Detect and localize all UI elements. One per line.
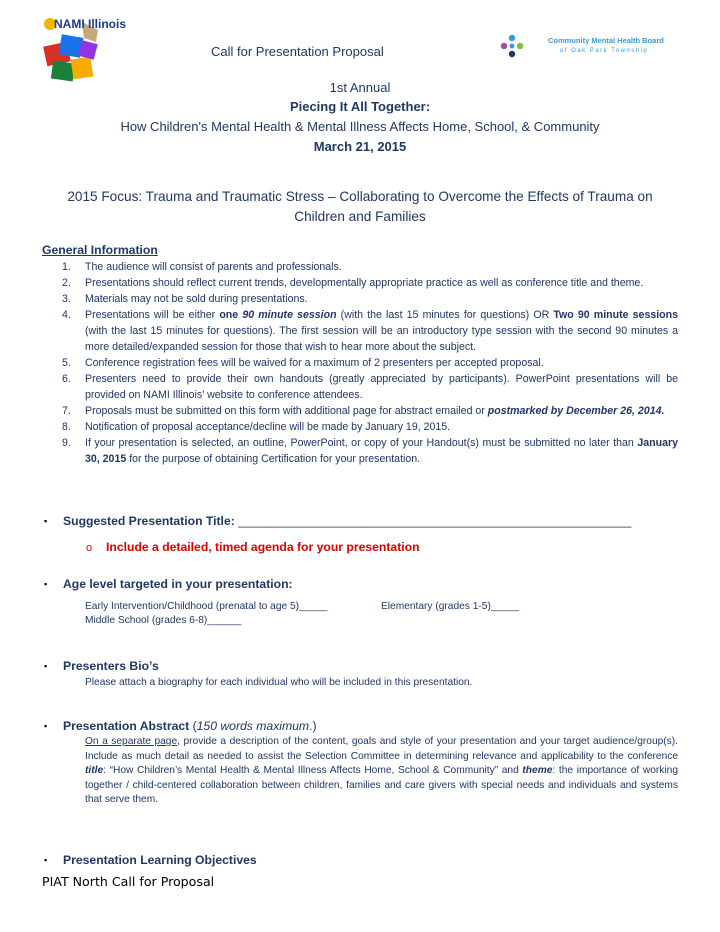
annual: 1st Annual — [329, 80, 391, 95]
list-emphasis: January 30, 2015 — [85, 437, 678, 465]
list-number: 8. — [62, 421, 71, 433]
age-early-option[interactable]: Early Intervention/Childhood (prenatal to age 5)_____ — [85, 601, 328, 612]
bullet-icon: ▪ — [44, 516, 48, 526]
list-text: for the purpose of obtaining Certification for your presentation. — [126, 453, 421, 465]
list-item — [62, 371, 678, 403]
sub-bullet-icon: o — [86, 542, 93, 554]
list-emphasis: postmarked by December 26, 2014. — [487, 405, 665, 417]
cmhb-township: of Oak Park Township — [560, 48, 649, 54]
list-number: 9. — [62, 437, 71, 449]
objectives-heading: Presentation Learning Objectives — [63, 853, 257, 867]
abstract-p1: , provide a description of the content, goals and style of your presentation and your target audience/group(s). Include as much detail as needed to assist the Selection Committee in determining relevance and applicability to the conference — [85, 736, 678, 762]
abstract-title-word: title — [85, 765, 104, 776]
list-text: Materials may not be sold during presentations. — [85, 293, 308, 305]
list-number: 7. — [62, 405, 71, 417]
general-heading: General Information — [42, 243, 158, 257]
event-date: March 21, 2015 — [313, 139, 407, 154]
list-text: Proposals must be submitted on this form with additional page for abstract emailed or — [85, 405, 488, 417]
list-text: Presentations will be either — [85, 309, 220, 321]
cmhb-logo — [498, 32, 668, 62]
list-item — [62, 291, 678, 307]
event-subtitle: How Children's Mental Health & Mental Illness Affects Home, School, & Community — [120, 119, 600, 134]
list-number: 3. — [62, 293, 71, 305]
list-text: (with the last 15 minutes for questions) OR — [336, 309, 554, 321]
list-emphasis: Two 90 minute sessions — [553, 309, 679, 321]
abstract-text — [85, 735, 678, 808]
list-item — [62, 259, 678, 275]
list-item — [62, 307, 678, 355]
cmhb-name: Community Mental Health Board — [548, 36, 664, 45]
title-blank[interactable]: __________________________________________________________ — [238, 514, 632, 528]
list-number: 1. — [62, 261, 71, 273]
list-item — [62, 419, 678, 435]
list-emphasis: one — [219, 309, 243, 321]
bio-text: Please attach a biography for each individual who will be included in this presentation. — [85, 677, 473, 688]
footer-text: PIAT North Call for Proposal — [42, 874, 215, 889]
list-text: Presentations should reflect current trends, developmentally appropriate practice as well as conference title and theme. — [85, 277, 644, 289]
call-title: Call for Presentation Proposal — [211, 44, 384, 59]
list-item — [62, 355, 678, 371]
abstract-separate-page: On a separate page — [85, 736, 178, 747]
bullet-icon: ▪ — [44, 579, 48, 589]
bullet-icon: ▪ — [44, 661, 48, 671]
age-elementary-option[interactable]: Elementary (grades 1-5)_____ — [381, 601, 520, 612]
list-text: Notification of proposal acceptance/decline will be made by January 19, 2015. — [85, 421, 451, 433]
abstract-p2: : “How Children’s Mental Health & Mental Illness Affects Home, School & Community” and — [103, 765, 523, 776]
list-number: 2. — [62, 277, 71, 289]
list-text: (with the last 15 minutes for questions). The first session will be an introductory type session with the second 90 minutes a more detailed/expanded session for those that wish to hear more about the subject. — [85, 325, 678, 353]
nami-logo-text: NAMI Illinois — [54, 17, 126, 31]
list-item — [62, 403, 678, 419]
abstract-paren: .) — [309, 719, 317, 733]
abstract-heading-label: Presentation Abstract — [63, 719, 190, 733]
abstract-heading — [63, 719, 317, 733]
list-number: 5. — [62, 357, 71, 369]
list-item — [62, 275, 678, 291]
agenda-note: Include a detailed, timed agenda for your presentation — [106, 540, 420, 554]
title-field[interactable] — [63, 514, 631, 528]
bullet-icon: ▪ — [44, 855, 48, 865]
abstract-theme-word: theme — [522, 765, 553, 776]
list-text: The audience will consist of parents and professionals. — [85, 261, 342, 273]
list-number: 6. — [62, 373, 71, 385]
bullet-icon: ▪ — [44, 721, 48, 731]
list-text: Presenters need to provide their own handouts (greatly appreciated by participants). PowerPoint presentations will be provided on NAMI Illinois’ website to conference attendees. — [85, 373, 678, 401]
cmhb-swirl-icon — [498, 32, 526, 60]
abstract-paren: ( — [189, 719, 197, 733]
title-label: Suggested Presentation Title: — [63, 514, 239, 528]
event-name: Piecing It All Together: — [289, 99, 431, 114]
abstract-limit: 150 words maximum — [196, 719, 310, 733]
age-heading: Age level targeted in your presentation: — [63, 577, 293, 591]
focus-statement: 2015 Focus: Trauma and Traumatic Stress – Collaborating to Overcome the Effects of Trauma on Children and Families — [67, 189, 653, 224]
list-text: Conference registration fees will be waived for a maximum of 2 presenters per accepted proposal. — [85, 357, 544, 369]
list-number: 4. — [62, 309, 71, 321]
abstract-p3: : the importance of working together / child-centered collaboration between children, families and care givers with special needs and individuals and systems that serve them. — [85, 765, 678, 805]
bio-heading: Presenters Bio’s — [63, 659, 159, 673]
list-text: If your presentation is selected, an outline, PowerPoint, or copy of your Handout(s) must be submitted no later than — [85, 437, 638, 449]
age-middle-option[interactable]: Middle School (grades 6-8)______ — [85, 615, 242, 626]
list-item — [62, 435, 678, 467]
list-emphasis: 90 minute session — [242, 309, 337, 321]
general-list — [62, 259, 678, 467]
